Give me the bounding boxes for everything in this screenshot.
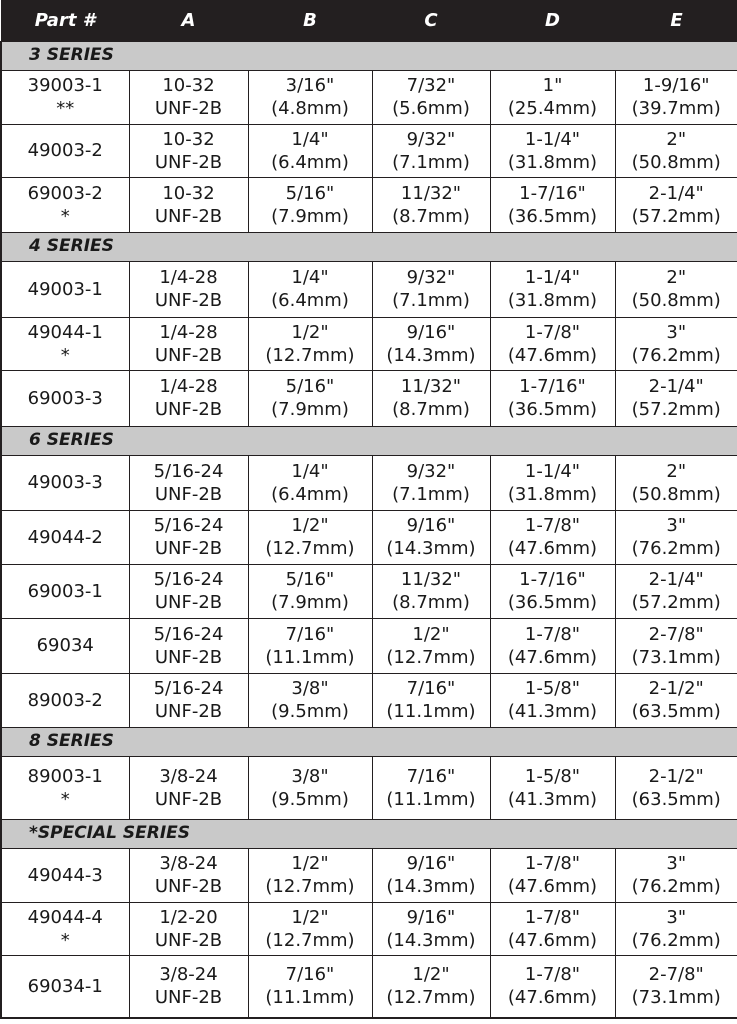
mm-value: (14.3mm) <box>386 876 476 897</box>
inch-value: 3/8" <box>291 678 329 699</box>
table-row <box>1 756 737 819</box>
cell-a <box>129 455 248 510</box>
table-row <box>1 902 737 955</box>
cell-b <box>248 955 372 1018</box>
cell-a <box>129 261 248 317</box>
mm-value: (63.5mm) <box>631 788 721 810</box>
mm-value: (41.3mm) <box>507 788 598 810</box>
cell-b <box>248 848 372 902</box>
cell-a <box>129 510 248 564</box>
table-row <box>1 955 737 1018</box>
inch-value: 3" <box>666 515 687 536</box>
mm-value: (50.8mm) <box>631 151 721 173</box>
table-row <box>1 370 737 426</box>
series-title: 4 SERIES <box>1 232 737 261</box>
cell-e <box>615 510 737 564</box>
table-row <box>1 455 737 510</box>
inch-value: 1/2" <box>412 623 450 645</box>
inch-value: 1/2" <box>291 321 329 343</box>
mm-value: (73.1mm) <box>631 987 721 1009</box>
cell-b <box>248 756 372 819</box>
inch-value: 1-1/4" <box>524 128 581 150</box>
thread-size: 1/4-28 <box>159 321 218 343</box>
cell-b <box>248 902 372 955</box>
thread-class: UNF-2B <box>154 290 223 311</box>
mm-value: (11.1mm) <box>265 646 355 668</box>
thread-size: 1/4-28 <box>159 376 218 397</box>
part-number-text: 49044-2 <box>27 526 103 548</box>
part-number <box>1 124 129 177</box>
part-number-text: 49003-1 <box>27 278 103 300</box>
cell-a <box>129 564 248 618</box>
inch-value: 2-1/4" <box>648 182 704 204</box>
inch-value: 11/32" <box>400 569 462 590</box>
cell-d <box>490 124 615 177</box>
mm-value: (36.5mm) <box>507 592 598 613</box>
thread-class: UNF-2B <box>154 344 223 366</box>
mm-value: (4.8mm) <box>271 98 349 119</box>
part-number-text: 69034-1 <box>27 975 103 997</box>
cell-b <box>248 317 372 370</box>
inch-value: 9/16" <box>406 515 456 536</box>
cell-e <box>615 756 737 819</box>
mm-value: (9.5mm) <box>271 701 349 722</box>
inch-value: 1-7/16" <box>519 376 586 397</box>
inch-value: 9/16" <box>406 853 456 874</box>
inch-value: 5/16" <box>285 182 335 204</box>
inch-value: 1-7/16" <box>519 182 586 204</box>
inch-value: 2-1/4" <box>648 376 704 397</box>
mm-value: (8.7mm) <box>392 592 470 613</box>
cell-a <box>129 848 248 902</box>
thread-size: 5/16-24 <box>153 460 224 482</box>
mm-value: (47.6mm) <box>507 929 598 951</box>
part-number <box>1 317 129 370</box>
part-number <box>1 455 129 510</box>
table-row <box>1 70 737 124</box>
inch-value: 1/2" <box>291 515 329 536</box>
cell-b <box>248 455 372 510</box>
mm-value: (9.5mm) <box>271 788 349 810</box>
part-number <box>1 756 129 819</box>
mm-value: (25.4mm) <box>507 98 598 119</box>
cell-c <box>372 564 490 618</box>
part-note-mark: * <box>60 205 70 227</box>
cell-e <box>615 317 737 370</box>
part-number <box>1 902 129 955</box>
cell-b <box>248 564 372 618</box>
cell-e <box>615 564 737 618</box>
cell-a <box>129 756 248 819</box>
inch-value: 9/16" <box>406 906 456 928</box>
cell-b <box>248 177 372 232</box>
inch-value: 1/2" <box>291 853 329 874</box>
cell-e <box>615 177 737 232</box>
header-c: C <box>372 0 490 41</box>
mm-value: (76.2mm) <box>631 929 721 951</box>
inch-value: 7/32" <box>406 75 456 96</box>
cell-c <box>372 177 490 232</box>
cell-e <box>615 370 737 426</box>
cell-a <box>129 673 248 727</box>
cell-a <box>129 70 248 124</box>
thread-class: UNF-2B <box>154 788 223 810</box>
inch-value: 1/4" <box>291 128 329 150</box>
mm-value: (7.1mm) <box>392 151 470 173</box>
inch-value: 1-7/8" <box>524 964 581 986</box>
part-number-text: 49044-1 <box>27 321 103 343</box>
part-number <box>1 70 129 124</box>
inch-value: 2" <box>666 128 687 150</box>
series-title: 3 SERIES <box>1 41 737 70</box>
mm-value: (47.6mm) <box>507 538 598 559</box>
thread-size: 10-32 <box>162 182 215 204</box>
thread-size: 10-32 <box>162 128 215 150</box>
part-number <box>1 955 129 1018</box>
cell-c <box>372 955 490 1018</box>
table-row <box>1 510 737 564</box>
mm-value: (6.4mm) <box>271 290 349 311</box>
part-number <box>1 177 129 232</box>
inch-value: 5/16" <box>285 569 335 590</box>
mm-value: (11.1mm) <box>386 701 476 722</box>
inch-value: 7/16" <box>285 623 335 645</box>
series-title: *SPECIAL SERIES <box>1 819 737 848</box>
part-number-text: 69003-3 <box>27 387 103 409</box>
thread-class: UNF-2B <box>154 483 223 505</box>
mm-value: (12.7mm) <box>386 646 476 668</box>
cell-d <box>490 455 615 510</box>
cell-c <box>372 455 490 510</box>
part-number-text: 89003-1 <box>27 765 103 787</box>
table-row <box>1 564 737 618</box>
inch-value: 1-1/4" <box>524 267 581 288</box>
inch-value: 1/2" <box>291 906 329 928</box>
part-number-text: 69034 <box>36 635 94 656</box>
mm-value: (36.5mm) <box>507 205 598 227</box>
cell-e <box>615 848 737 902</box>
cell-c <box>372 370 490 426</box>
cell-e <box>615 261 737 317</box>
part-number <box>1 564 129 618</box>
cell-e <box>615 70 737 124</box>
mm-value: (76.2mm) <box>631 344 721 366</box>
thread-class: UNF-2B <box>154 592 223 613</box>
part-number-text: 49044-3 <box>27 864 103 886</box>
mm-value: (76.2mm) <box>631 538 721 559</box>
cell-b <box>248 618 372 673</box>
part-number <box>1 848 129 902</box>
cell-c <box>372 848 490 902</box>
mm-value: (12.7mm) <box>265 876 355 897</box>
mm-value: (7.1mm) <box>392 290 470 311</box>
thread-size: 5/16-24 <box>153 569 224 590</box>
part-number <box>1 370 129 426</box>
mm-value: (12.7mm) <box>265 538 355 559</box>
inch-value: 1/4" <box>291 267 329 288</box>
mm-value: (41.3mm) <box>507 701 598 722</box>
cell-d <box>490 370 615 426</box>
cell-d <box>490 70 615 124</box>
cell-b <box>248 510 372 564</box>
inch-value: 1-7/8" <box>524 321 581 343</box>
mm-value: (11.1mm) <box>265 987 355 1009</box>
inch-value: 11/32" <box>400 376 462 397</box>
mm-value: (50.8mm) <box>631 483 721 505</box>
inch-value: 2-7/8" <box>648 623 704 645</box>
cell-c <box>372 510 490 564</box>
inch-value: 1-5/8" <box>524 765 581 787</box>
mm-value: (6.4mm) <box>271 483 349 505</box>
part-number <box>1 261 129 317</box>
cell-d <box>490 848 615 902</box>
thread-size: 3/8-24 <box>159 964 218 986</box>
thread-size: 5/16-24 <box>153 678 224 699</box>
part-number <box>1 673 129 727</box>
cell-c <box>372 70 490 124</box>
table-row <box>1 673 737 727</box>
mm-value: (14.3mm) <box>386 538 476 559</box>
inch-value: 9/32" <box>406 460 456 482</box>
cell-d <box>490 317 615 370</box>
header-d: D <box>490 0 615 41</box>
series-row <box>1 426 737 455</box>
cell-a <box>129 902 248 955</box>
cell-c <box>372 124 490 177</box>
cell-b <box>248 124 372 177</box>
mm-value: (39.7mm) <box>631 98 721 119</box>
cell-a <box>129 370 248 426</box>
part-note-mark: * <box>60 788 70 810</box>
thread-size: 3/8-24 <box>159 853 218 874</box>
inch-value: 3/8" <box>291 765 329 787</box>
mm-value: (11.1mm) <box>386 788 476 810</box>
mm-value: (31.8mm) <box>507 290 598 311</box>
cell-d <box>490 673 615 727</box>
cell-d <box>490 261 615 317</box>
series-title: 8 SERIES <box>1 727 737 756</box>
thread-class: UNF-2B <box>154 151 223 173</box>
mm-value: (5.6mm) <box>392 98 470 119</box>
mm-value: (73.1mm) <box>631 646 721 668</box>
inch-value: 1-7/8" <box>524 515 581 536</box>
inch-value: 1-5/8" <box>524 678 581 699</box>
header-e: E <box>615 0 737 41</box>
thread-size: 5/16-24 <box>153 515 224 536</box>
cell-a <box>129 618 248 673</box>
cell-c <box>372 673 490 727</box>
series-row <box>1 232 737 261</box>
table-row <box>1 848 737 902</box>
part-note-mark: * <box>60 344 70 366</box>
inch-value: 2-7/8" <box>648 964 704 986</box>
part-number-text: 89003-2 <box>27 689 103 711</box>
thread-size: 1/4-28 <box>159 267 218 288</box>
inch-value: 1/2" <box>412 964 450 986</box>
inch-value: 5/16" <box>285 376 335 397</box>
mm-value: (7.9mm) <box>271 399 349 420</box>
inch-value: 9/16" <box>406 321 456 343</box>
mm-value: (63.5mm) <box>631 701 721 722</box>
inch-value: 7/16" <box>406 765 456 787</box>
cell-d <box>490 564 615 618</box>
inch-value: 2-1/2" <box>648 765 704 787</box>
thread-size: 1/2-20 <box>159 906 218 928</box>
part-number-text: 69003-2 <box>27 182 103 204</box>
series-title: 6 SERIES <box>1 426 737 455</box>
inch-value: 3" <box>666 906 687 928</box>
cell-a <box>129 955 248 1018</box>
inch-value: 1-7/8" <box>524 623 581 645</box>
cell-a <box>129 124 248 177</box>
part-note-mark: * <box>60 929 70 951</box>
inch-value: 1/4" <box>291 460 329 482</box>
cell-b <box>248 261 372 317</box>
mm-value: (47.6mm) <box>507 646 598 668</box>
inch-value: 2-1/4" <box>648 569 704 590</box>
inch-value: 7/16" <box>285 964 335 986</box>
cell-d <box>490 510 615 564</box>
thread-class: UNF-2B <box>154 399 223 420</box>
mm-value: (47.6mm) <box>507 987 598 1009</box>
inch-value: 2" <box>666 460 687 482</box>
series-row <box>1 727 737 756</box>
inch-value: 1-7/8" <box>524 853 581 874</box>
header-part: Part # <box>1 0 129 41</box>
part-number-text: 49003-2 <box>27 140 103 161</box>
mm-value: (12.7mm) <box>386 987 476 1009</box>
mm-value: (8.7mm) <box>392 399 470 420</box>
mm-value: (7.9mm) <box>271 205 349 227</box>
inch-value: 1-7/8" <box>524 906 581 928</box>
thread-size: 3/8-24 <box>159 765 218 787</box>
part-number-text: 49003-3 <box>27 472 103 493</box>
inch-value: 1-9/16" <box>642 75 710 96</box>
thread-class: UNF-2B <box>154 701 223 722</box>
mm-value: (57.2mm) <box>631 592 721 613</box>
thread-class: UNF-2B <box>154 929 223 951</box>
table-row <box>1 177 737 232</box>
inch-value: 7/16" <box>406 678 456 699</box>
table-row <box>1 618 737 673</box>
mm-value: (14.3mm) <box>386 929 476 951</box>
inch-value: 9/32" <box>406 128 456 150</box>
mm-value: (12.7mm) <box>265 929 355 951</box>
cell-e <box>615 618 737 673</box>
cell-b <box>248 673 372 727</box>
part-number-text: 69003-1 <box>27 580 103 602</box>
inch-value: 1-7/16" <box>519 569 586 590</box>
header-b: B <box>248 0 372 41</box>
thread-class: UNF-2B <box>154 646 223 668</box>
cell-b <box>248 370 372 426</box>
mm-value: (76.2mm) <box>631 876 721 897</box>
mm-value: (14.3mm) <box>386 344 476 366</box>
thread-class: UNF-2B <box>154 538 223 559</box>
cell-e <box>615 902 737 955</box>
inch-value: 3/16" <box>285 75 335 96</box>
inch-value: 1" <box>542 75 563 96</box>
part-number <box>1 618 129 673</box>
cell-e <box>615 455 737 510</box>
mm-value: (57.2mm) <box>631 399 721 420</box>
mm-value: (6.4mm) <box>271 151 349 173</box>
inch-value: 3" <box>666 321 687 343</box>
mm-value: (47.6mm) <box>507 344 598 366</box>
mm-value: (31.8mm) <box>507 483 598 505</box>
inch-value: 2-1/2" <box>648 678 704 699</box>
cell-d <box>490 756 615 819</box>
cell-a <box>129 177 248 232</box>
thread-class: UNF-2B <box>154 876 223 897</box>
thread-size: 10-32 <box>162 75 215 96</box>
mm-value: (47.6mm) <box>507 876 598 897</box>
cell-c <box>372 261 490 317</box>
cell-e <box>615 673 737 727</box>
inch-value: 2" <box>666 267 687 288</box>
part-number-text: 39003-1 <box>27 75 103 96</box>
cell-b <box>248 70 372 124</box>
mm-value: (8.7mm) <box>392 205 470 227</box>
table-row <box>1 317 737 370</box>
part-number <box>1 510 129 564</box>
mm-value: (12.7mm) <box>265 344 355 366</box>
inch-value: 3" <box>666 853 687 874</box>
cell-d <box>490 902 615 955</box>
part-note-mark: ** <box>56 98 75 119</box>
cell-e <box>615 955 737 1018</box>
mm-value: (7.9mm) <box>271 592 349 613</box>
part-number-text: 49044-4 <box>27 906 103 928</box>
mm-value: (36.5mm) <box>507 399 598 420</box>
mm-value: (50.8mm) <box>631 290 721 311</box>
thread-class: UNF-2B <box>154 98 223 119</box>
thread-class: UNF-2B <box>154 987 223 1009</box>
mm-value: (31.8mm) <box>507 151 598 173</box>
series-row <box>1 41 737 70</box>
table-row <box>1 261 737 317</box>
inch-value: 1-1/4" <box>524 460 581 482</box>
thread-size: 5/16-24 <box>153 623 224 645</box>
header-row <box>1 0 737 41</box>
cell-c <box>372 756 490 819</box>
table-row <box>1 124 737 177</box>
thread-class: UNF-2B <box>154 205 223 227</box>
cell-c <box>372 618 490 673</box>
cell-c <box>372 902 490 955</box>
mm-value: (7.1mm) <box>392 483 470 505</box>
inch-value: 11/32" <box>400 182 462 204</box>
inch-value: 9/32" <box>406 267 456 288</box>
series-row <box>1 819 737 848</box>
cell-d <box>490 955 615 1018</box>
cell-c <box>372 317 490 370</box>
cell-e <box>615 124 737 177</box>
cell-d <box>490 177 615 232</box>
cell-d <box>490 618 615 673</box>
header-a: A <box>129 0 248 41</box>
cell-a <box>129 317 248 370</box>
mm-value: (57.2mm) <box>631 205 721 227</box>
